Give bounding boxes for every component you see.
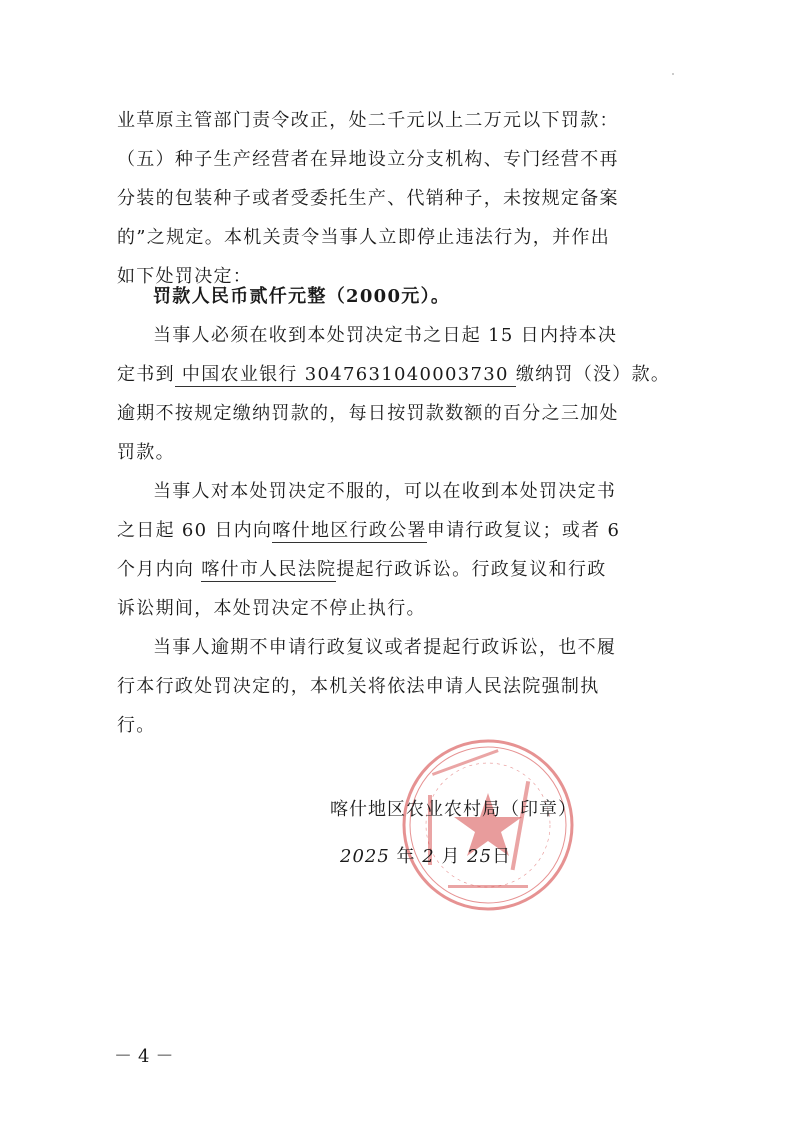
body-line: 的”之规定。本机关责令当事人立即停止违法行为，并作出 [117, 227, 610, 248]
date-text: 年 [389, 846, 423, 867]
date-month-handwritten: 2 [422, 846, 435, 867]
date-text: 月 [434, 846, 468, 867]
body-line [117, 355, 677, 394]
body-line: 当事人必须在收到本处罚决定书之日起 15 日内持本决 [153, 325, 618, 346]
date-day-handwritten: 25 [467, 846, 493, 867]
issue-date [340, 842, 511, 868]
issuing-organ: 喀什地区农业农村局（印章） [330, 799, 577, 820]
text-segment: 提起行政诉讼。行政复议和行政 [336, 559, 607, 580]
legal-basis-paragraph [117, 101, 677, 296]
body-line: 诉讼期间，本处罚决定不停止执行。 [117, 598, 426, 619]
scan-speck [672, 73, 674, 75]
text-segment: 定书到 [117, 364, 175, 385]
body-line: 业草原主管部门责令改正，处二千元以上二万元以下罚款： [117, 110, 619, 131]
page-number: －4－ [114, 1046, 180, 1067]
text-segment: 申请行政复议；或者 6 [426, 520, 621, 541]
body-line: 当事人逾期不申请行政复议或者提起行政诉讼，也不履 [153, 637, 617, 658]
official-seal-stamp [398, 735, 578, 915]
penalty-paragraph [117, 277, 677, 316]
date-text: 日 [492, 846, 512, 867]
enforcement-paragraph [117, 628, 677, 745]
body-line [117, 550, 677, 589]
court-underlined: 喀什市人民法院 [201, 559, 337, 580]
body-line: 分装的包装种子或者受委托生产、代销种子，未按规定备案 [117, 188, 619, 209]
body-line: 罚款。 [117, 442, 175, 463]
payment-paragraph [117, 316, 677, 472]
body-line: 逾期不按规定缴纳罚款的，每日按罚款数额的百分之三加处 [117, 403, 619, 424]
text-segment: 缴纳罚（没）款。 [515, 364, 671, 385]
body-line: 行。 [117, 715, 156, 736]
date-year-handwritten: 2025 [340, 846, 390, 867]
appeal-paragraph [117, 472, 677, 628]
text-segment: 之日起 60 日内向 [117, 520, 273, 541]
penalty-amount: 罚款人民币贰仟元整（2000元）。 [153, 286, 451, 307]
body-line: 行本行政处罚决定的，本机关将依法申请人民法院强制执 [117, 676, 600, 697]
body-line: （五）种子生产经营者在异地设立分支机构、专门经营不再 [117, 149, 619, 170]
review-organ-underlined: 喀什地区行政公署 [272, 520, 427, 541]
bank-account-underlined: 中国农业银行 3047631040003730 [174, 364, 516, 385]
body-line: 如下处罚决定： [117, 266, 253, 287]
body-line: 当事人对本处罚决定不服的，可以在收到本处罚决定书 [153, 481, 617, 502]
body-line [117, 511, 677, 550]
text-segment: 个月内向 [117, 559, 202, 580]
